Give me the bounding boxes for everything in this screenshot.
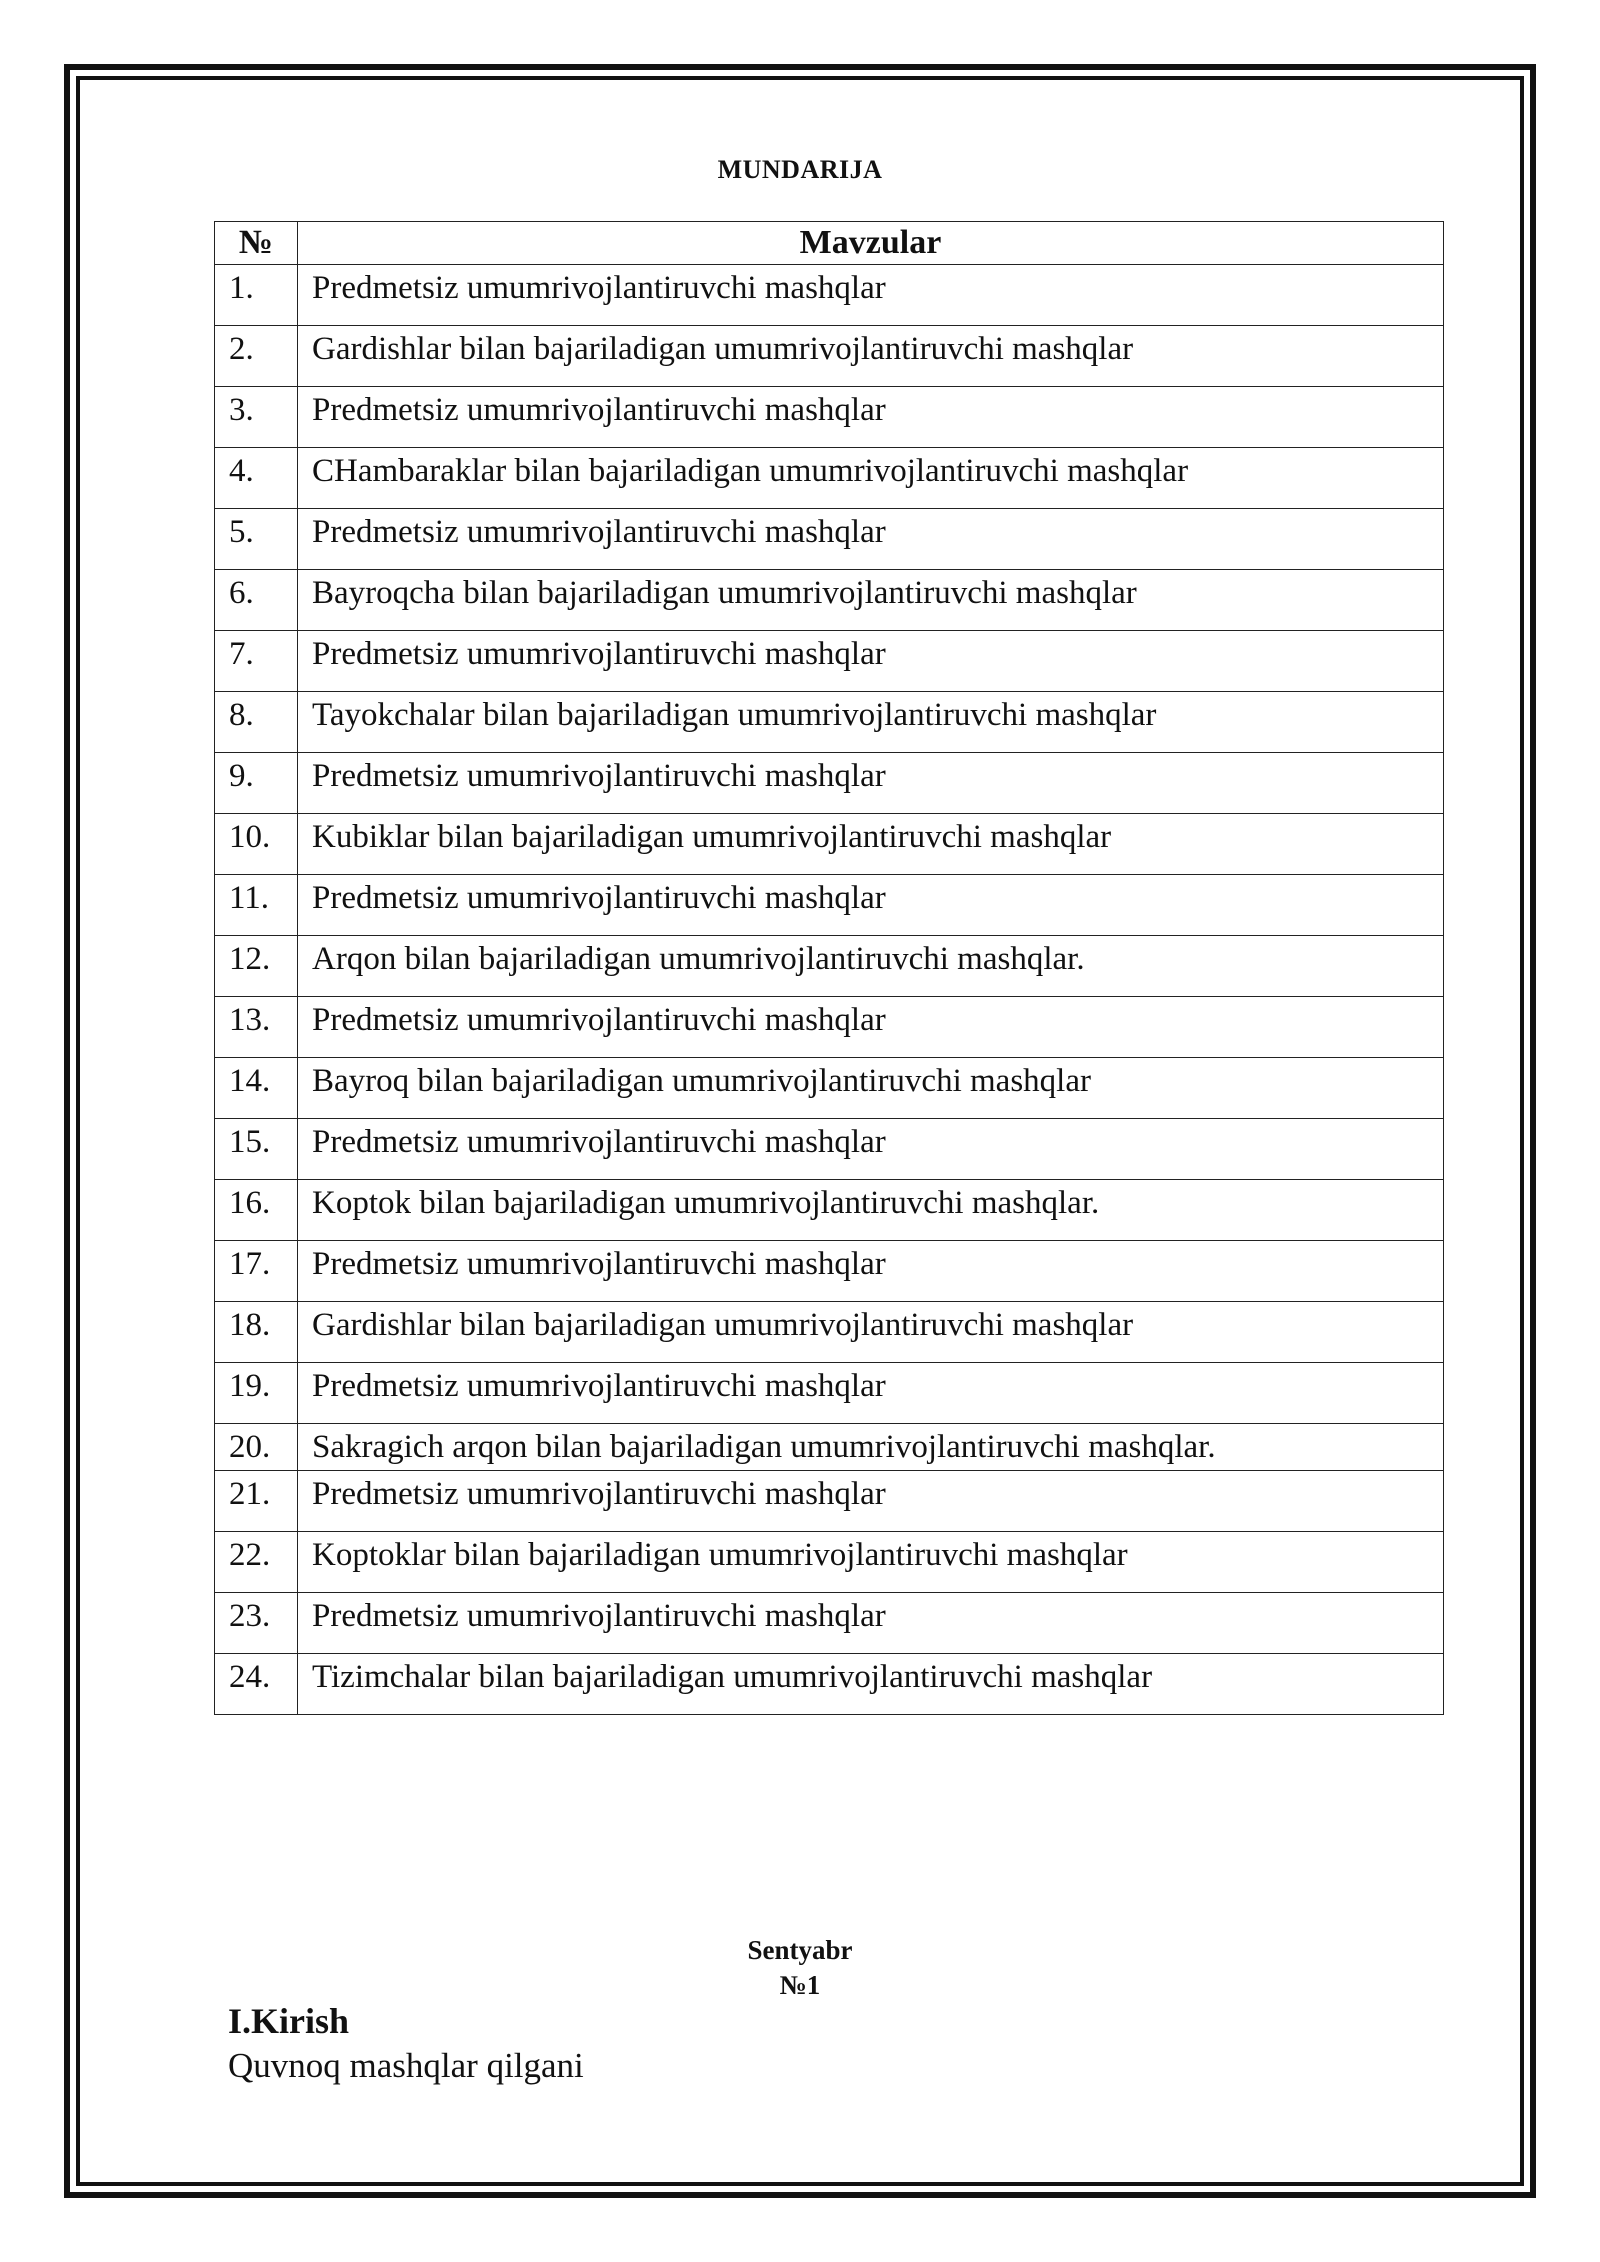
row-number: 5. [215,509,298,570]
row-topic: Arqon bilan bajariladigan umumrivojlantiruvchi mashqlar. [298,936,1444,997]
row-number: 1. [215,265,298,326]
row-topic: Predmetsiz umumrivojlantiruvchi mashqlar [298,631,1444,692]
row-number: 7. [215,631,298,692]
table-row [215,631,1444,692]
table-row [215,753,1444,814]
table-row [215,509,1444,570]
row-number: 20. [215,1424,298,1471]
row-topic: Bayroqcha bilan bajariladigan umumrivojlantiruvchi mashqlar [298,570,1444,631]
row-number: 18. [215,1302,298,1363]
table-row [215,1302,1444,1363]
row-topic: Predmetsiz umumrivojlantiruvchi mashqlar [298,875,1444,936]
row-number: 2. [215,326,298,387]
row-number: 11. [215,875,298,936]
row-topic: Predmetsiz umumrivojlantiruvchi mashqlar [298,1241,1444,1302]
row-topic: Kubiklar bilan bajariladigan umumrivojlantiruvchi mashqlar [298,814,1444,875]
row-topic: Koptok bilan bajariladigan umumrivojlantiruvchi mashqlar. [298,1180,1444,1241]
table-row [215,1058,1444,1119]
row-number: 24. [215,1654,298,1715]
table-row [215,1241,1444,1302]
lesson-number: №1 [779,1970,821,2000]
row-topic: Bayroq bilan bajariladigan umumrivojlantiruvchi mashqlar [298,1058,1444,1119]
section-text: Quvnoq mashqlar qilgani [228,2046,584,2085]
header-topics: Mavzular [298,222,1444,265]
row-number: 17. [215,1241,298,1302]
section-heading: I.Kirish [228,2001,350,2041]
row-topic: Predmetsiz umumrivojlantiruvchi mashqlar [298,997,1444,1058]
row-number: 10. [215,814,298,875]
table-row [215,692,1444,753]
row-topic: Predmetsiz umumrivojlantiruvchi mashqlar [298,1119,1444,1180]
header-number: № [215,222,298,265]
row-topic: Predmetsiz umumrivojlantiruvchi mashqlar [298,753,1444,814]
row-topic: Tizimchalar bilan bajariladigan umumrivojlantiruvchi mashqlar [298,1654,1444,1715]
row-number: 12. [215,936,298,997]
row-number: 3. [215,387,298,448]
table-header-row [215,222,1444,265]
row-number: 8. [215,692,298,753]
row-number: 19. [215,1363,298,1424]
table-row [215,1471,1444,1532]
row-topic: Gardishlar bilan bajariladigan umumrivojlantiruvchi mashqlar [298,326,1444,387]
table-row [215,997,1444,1058]
table-row [215,1532,1444,1593]
row-topic: CHambaraklar bilan bajariladigan umumrivojlantiruvchi mashqlar [298,448,1444,509]
row-number: 23. [215,1593,298,1654]
month-label: Sentyabr [747,1935,853,1965]
row-number: 16. [215,1180,298,1241]
row-topic: Predmetsiz umumrivojlantiruvchi mashqlar [298,265,1444,326]
row-topic: Predmetsiz umumrivojlantiruvchi mashqlar [298,509,1444,570]
table-row [215,1119,1444,1180]
table-row [215,1424,1444,1471]
row-topic: Predmetsiz umumrivojlantiruvchi mashqlar [298,387,1444,448]
table-row [215,1180,1444,1241]
table-row [215,1363,1444,1424]
table-row [215,448,1444,509]
row-topic: Gardishlar bilan bajariladigan umumrivojlantiruvchi mashqlar [298,1302,1444,1363]
table-row [215,570,1444,631]
row-number: 6. [215,570,298,631]
table-row [215,265,1444,326]
table-row [215,326,1444,387]
row-number: 14. [215,1058,298,1119]
row-number: 15. [215,1119,298,1180]
row-topic: Koptoklar bilan bajariladigan umumrivojlantiruvchi mashqlar [298,1532,1444,1593]
document-title: MUNDARIJA [717,155,883,184]
contents-table [214,221,1444,1715]
row-topic: Predmetsiz umumrivojlantiruvchi mashqlar [298,1593,1444,1654]
row-topic: Sakragich arqon bilan bajariladigan umumrivojlantiruvchi mashqlar. [298,1424,1444,1471]
row-number: 21. [215,1471,298,1532]
row-topic: Tayokchalar bilan bajariladigan umumrivojlantiruvchi mashqlar [298,692,1444,753]
table-row [215,936,1444,997]
table-row [215,1654,1444,1715]
row-number: 22. [215,1532,298,1593]
table-row [215,875,1444,936]
row-topic: Predmetsiz umumrivojlantiruvchi mashqlar [298,1471,1444,1532]
row-number: 4. [215,448,298,509]
row-number: 13. [215,997,298,1058]
table-row [215,387,1444,448]
row-number: 9. [215,753,298,814]
table-row [215,1593,1444,1654]
row-topic: Predmetsiz umumrivojlantiruvchi mashqlar [298,1363,1444,1424]
table-row [215,814,1444,875]
